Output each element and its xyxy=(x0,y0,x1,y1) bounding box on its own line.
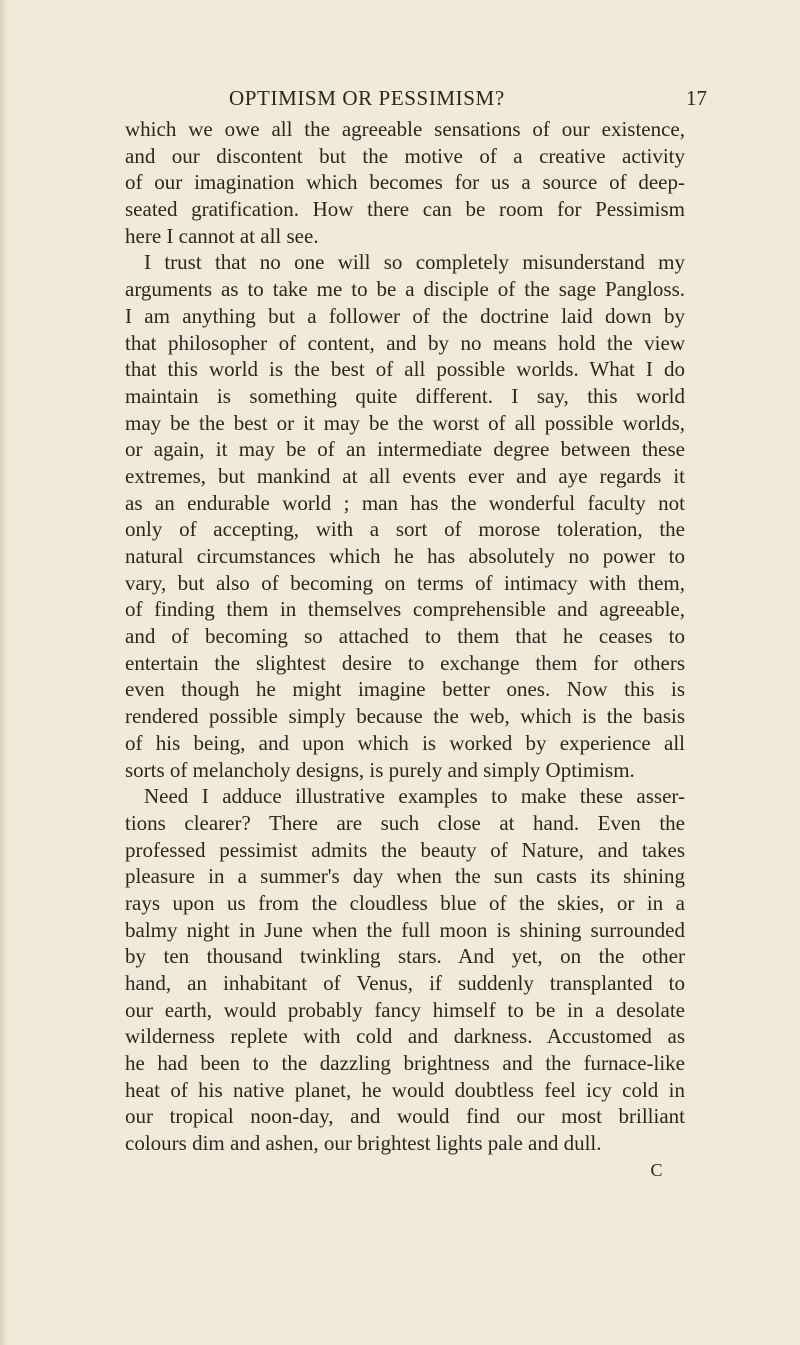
text-line: rendered possible simply because the web, which is the basis xyxy=(125,704,685,729)
text-line: of his being, and upon which is worked by experience all xyxy=(125,730,685,755)
text-line: extremes, but mankind at all events ever and aye regards it xyxy=(125,463,685,488)
text-line: of finding them in themselves comprehensible and agreeable, xyxy=(125,597,685,622)
text-line: our earth, would probably fancy himself to be in a desolate xyxy=(125,997,685,1022)
text-line: Need I adduce illustrative examples to make these asser- xyxy=(144,784,685,809)
text-line: wilderness replete with cold and darkness. Accustomed as xyxy=(125,1024,685,1049)
text-line: pleasure in a summer's day when the sun casts its shining xyxy=(125,864,685,889)
text-line: or again, it may be of an intermediate degree between these xyxy=(125,437,685,462)
text-line: even though he might imagine better ones. Now this is xyxy=(125,677,685,702)
text-line: arguments as to take me to be a disciple of the sage Pangloss. xyxy=(125,277,685,302)
text-line: he had been to the dazzling brightness and the furnace-like xyxy=(125,1051,685,1076)
body-text xyxy=(125,116,685,1183)
text-line: I am anything but a follower of the doctrine laid down by xyxy=(125,303,685,328)
text-line: that this world is the best of all possible worlds. What I do xyxy=(125,357,685,382)
text-line: colours dim and ashen, our brightest lights pale and dull. xyxy=(125,1131,602,1156)
text-line: which we owe all the agreeable sensations of our existence, xyxy=(125,117,685,141)
text-line: rays upon us from the cloudless blue of the skies, or in a xyxy=(125,890,685,915)
page-number: 17 xyxy=(686,86,707,110)
text-line: only of accepting, with a sort of morose toleration, the xyxy=(125,517,685,542)
text-line: tions clearer? There are such close at hand. Even the xyxy=(125,810,685,835)
text-line: vary, but also of becoming on terms of intimacy with them, xyxy=(125,570,685,595)
running-title: OPTIMISM OR PESSIMISM? xyxy=(229,86,505,110)
text-line: maintain is something quite different. I say, this world xyxy=(125,383,685,408)
text-line: by ten thousand twinkling stars. And yet, on the other xyxy=(125,944,685,969)
text-line: may be the best or it may be the worst of all possible worlds, xyxy=(125,410,685,435)
text-line: that philosopher of content, and by no means hold the view xyxy=(125,330,685,355)
text-line: our tropical noon-day, and would find our most brilliant xyxy=(125,1104,685,1129)
running-head xyxy=(0,86,800,116)
text-line: and of becoming so attached to them that he ceases to xyxy=(125,624,685,649)
text-line: of our imagination which becomes for us a source of deep- xyxy=(125,170,685,195)
text-line: as an endurable world ; man has the wonderful faculty not xyxy=(125,490,685,515)
text-line: I trust that no one will so completely misunderstand my xyxy=(144,250,685,275)
text-line: seated gratification. How there can be room for Pessimism xyxy=(125,197,685,222)
text-line: sorts of melancholy designs, is purely and simply Optimism. xyxy=(125,757,635,782)
text-line: here I cannot at all see. xyxy=(125,223,319,248)
text-line: heat of his native planet, he would doubtless feel icy cold in xyxy=(125,1077,685,1102)
text-line: natural circumstances which he has absolutely no power to xyxy=(125,544,685,568)
page-edge-shadow xyxy=(0,0,8,1345)
text-line: hand, an inhabitant of Venus, if suddenly transplanted to xyxy=(125,971,685,995)
text-line: balmy night in June when the full moon is shining surrounded xyxy=(125,917,685,942)
signature-mark: C xyxy=(650,1159,663,1180)
text-line: professed pessimist admits the beauty of Nature, and takes xyxy=(125,837,685,862)
text-line: entertain the slightest desire to exchange them for others xyxy=(125,650,685,675)
text-line: and our discontent but the motive of a creative activity xyxy=(125,143,685,168)
